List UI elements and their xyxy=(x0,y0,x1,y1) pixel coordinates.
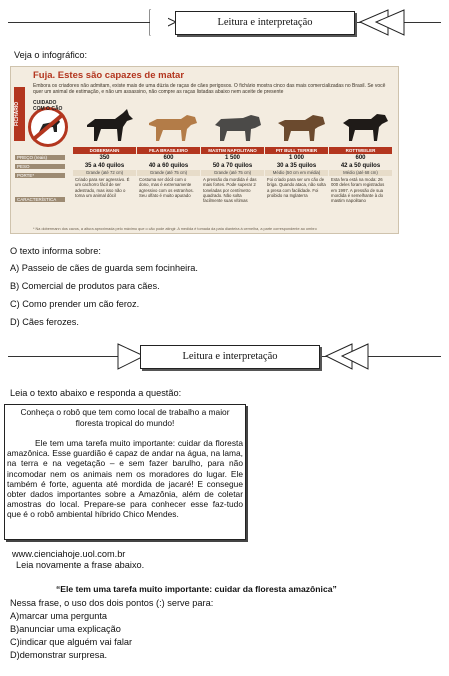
row-label-size: PORTE* xyxy=(15,173,65,178)
breed-price: 600 xyxy=(163,155,174,161)
breed-weight: 50 a 70 quilos xyxy=(212,163,253,169)
reread-instruction: Leia novamente a frase abaixo. xyxy=(16,560,145,570)
q1-option-a[interactable]: A) Passeio de cães de guarda sem focinheira. xyxy=(10,263,198,273)
breed-column-fila xyxy=(137,147,200,199)
breed-size: Médio (até 68 cm) xyxy=(329,170,392,176)
breed-size: Médio (50 cm em média) xyxy=(265,170,328,176)
q2-option-d[interactable]: D)demonstrar surpresa. xyxy=(10,650,108,660)
breed-weight: 35 a 40 quilos xyxy=(84,163,125,169)
breed-trait: Esta fera está na moda: 26 000 deles foram registrados em 1997. A pressão de sua mordida é semelhante à do mastim napolitano xyxy=(331,177,385,204)
q1-option-c[interactable]: C) Como prender um cão feroz. xyxy=(10,299,140,309)
no-dog-sign-icon xyxy=(28,100,68,147)
quote-sentence: “Ele tem uma tarefa muito importante: cuidar da floresta amazônica” xyxy=(56,584,337,594)
breed-price: 1 000 xyxy=(288,155,304,161)
breed-column-rottweiler xyxy=(329,147,392,204)
banner-2-title: Leitura e interpretação xyxy=(140,345,320,369)
infographic-title: Fuja. Estes são capazes de matar xyxy=(33,70,185,81)
breed-name: FILA BRASILEIRO xyxy=(137,147,200,154)
q2-option-a[interactable]: A)marcar uma pergunta xyxy=(10,611,108,621)
banner-1-title: Leitura e interpretação xyxy=(175,11,355,35)
q2-intro: Leia o texto abaixo e responda a questão: xyxy=(10,388,182,398)
sign-label: CUIDADO COM O CÃO xyxy=(33,100,63,112)
row-label-price: PREÇO (reais) xyxy=(15,155,65,160)
source-link[interactable]: www.cienciahoje.uol.com.br xyxy=(12,549,126,559)
section-banner-1 xyxy=(0,8,449,38)
row-label-trait: CARACTERÍSTICA xyxy=(15,197,65,202)
breed-trait: Foi criado para ser um cão de briga. Quando ataca, não solta a presa com facilidade. Foi proibido na Inglaterra xyxy=(267,177,326,198)
q2-option-c[interactable]: C)indicar que alguém vai falar xyxy=(10,637,133,647)
row-label-weight: PESO xyxy=(15,164,65,169)
breed-size: Grande (até 75 cm) xyxy=(137,170,200,176)
breed-name: PIT BULL TERRIER xyxy=(265,147,328,154)
breed-trait: Costuma ser dócil com o dono, mas é extremamente agressivo com os estranhos. Seu olfato é muito apurado xyxy=(139,177,194,198)
q1-intro: Veja o infográfico: xyxy=(14,50,88,60)
reading-text-box xyxy=(4,404,246,540)
breed-column-pitbull xyxy=(265,147,328,199)
dobermann-image xyxy=(81,105,137,145)
breed-trait: A pressão da mordida é das mais fortes. Pode superar 2 toneladas por centímetro quadrado. Não solta facilmente suas vítimas xyxy=(203,177,257,204)
infographic xyxy=(10,66,399,234)
breed-weight: 40 a 60 quilos xyxy=(148,163,189,169)
text-body: Ele tem uma tarefa muito importante: cuidar da floresta amazônica. Esse guardião é capaz de andar na água, na lama, na terra e na vegetação – e sem fazer barulho, para não incomodar nem os animais nem os moradores do lugar. Ele também é forte, aguenta até mordida de jacaré! E consegue obter dados importantes sobre a Amazônia, além de coletar amostras do local. Prepare-se para conhecer esse faz-tudo que é o robô ambiental híbrido Chico Mendes. xyxy=(7,438,243,520)
breed-price: 600 xyxy=(355,155,366,161)
breed-name: MASTIM NAPOLITANO xyxy=(201,147,264,154)
breed-name: DOBERMANN xyxy=(73,147,136,154)
q2-option-b[interactable]: B)anunciar uma explicação xyxy=(10,624,121,634)
infographic-side-label: FICHÁRIO xyxy=(14,87,25,141)
rottweiler-image xyxy=(337,105,393,145)
breed-price: 350 xyxy=(99,155,110,161)
breed-size: Grande (até 72 cm) xyxy=(73,170,136,176)
breed-price: 1 500 xyxy=(224,155,240,161)
infographic-footnote: * Na dobermann dos cavos, a altura aproximada pelo máximo que o cão pode atingir. A medida é tomada da pata dianteira à cernelha, a parte correspondente ao ombro xyxy=(33,227,317,231)
section-banner-2 xyxy=(0,342,449,372)
infographic-description: Embora os criadores não admitam, existe mais de uma dúzia de raças de cães perigosos. O fichário mostra cinco das mais comercializadas no Brasil. Se você quer um animal de estimação, e não um assassino, não compre as raças listadas abaixo nem aceite de presente xyxy=(33,83,386,95)
q1-option-d[interactable]: D) Cães ferozes. xyxy=(10,317,79,327)
pit-bull-image xyxy=(273,105,329,145)
q1-option-b[interactable]: B) Comercial de produtos para cães. xyxy=(10,281,160,291)
breed-column-mastim xyxy=(201,147,264,204)
q2-question: Nessa frase, o uso dos dois pontos (:) serve para: xyxy=(10,598,214,608)
q1-question: O texto informa sobre: xyxy=(10,246,101,256)
breed-weight: 30 a 35 quilos xyxy=(276,163,317,169)
mastim-napolitano-image xyxy=(209,105,265,145)
text-heading: Conheça o robô que tem como local de trabalho a maior floresta tropical do mundo! xyxy=(20,407,230,428)
breed-column-dobermann xyxy=(73,147,136,199)
breed-trait: Criado para ser agressivo. É um cachorro fácil de ser adestrado, mas isso não o torna um animal dócil xyxy=(75,177,130,198)
breed-name: ROTTWEILER xyxy=(329,147,392,154)
fila-brasileiro-image xyxy=(145,105,201,145)
breed-size: Grande (até 75 cm) xyxy=(201,170,264,176)
breed-weight: 42 a 50 quilos xyxy=(340,163,381,169)
